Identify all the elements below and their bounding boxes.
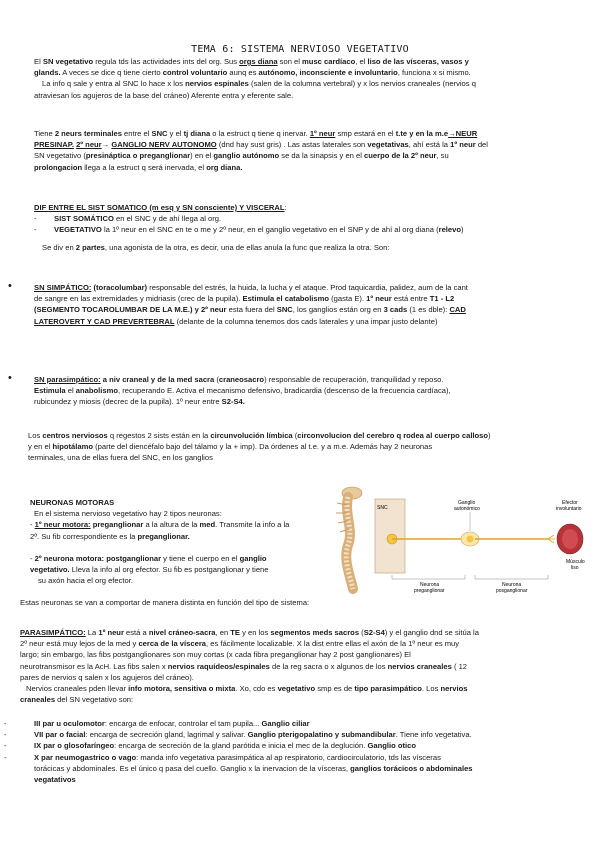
page-title: TEMA 6: SISTEMA NERVIOSO VEGETATIVO <box>191 44 409 55</box>
diff-heading: DIF ENTRE EL SIST SOMATICO (m esq y SN consciente) Y VISCERAL <box>34 203 285 212</box>
svg-text:involuntario: involuntario <box>556 506 582 512</box>
svg-text:Neurona: Neurona <box>420 582 440 588</box>
terminals-paragraph: Tiene 2 neurs terminales entre el SNC y el tj diana o la estruct q tiene q inervar. 1º neur smp estará en el t.te y en la m.e→NEUR PRESINAP. 2º neur→ GANGLIO NERV AUTONOMO (dnd hay sust gris) . Las astas laterales son vegetativas, ahí está la 1º neur del SN vegetativo (presináptica o preganglionar) en el ganglio autónomo se da la sinapsis y en el cuerpo de la 2º neur, su prolongacion llega a la estruct q será inervada, el org diana. <box>34 129 488 172</box>
list-item: - VII par o facial: encarga de secreción gland, lagrimal y salivar. Ganglio pterigopalatino y submandibular. Tiene info vegetativa. <box>4 730 472 740</box>
list-item: - IX par o glosofaríngeo: encarga de secreción de la gland parótida e inicia el mec de la deglución. Ganglio otico <box>4 741 416 751</box>
svg-text:preganglionar: preganglionar <box>414 588 445 594</box>
svg-text:posganglionar: posganglionar <box>496 588 528 594</box>
snc-label: SNC <box>377 505 388 511</box>
svg-text:autonómico: autonómico <box>454 506 480 512</box>
list-item: - X par neumogastrico o vago: manda info vegetativa parasimpática al ap respiratorio, cardiocirculatorio, tds las vísceras <box>4 752 441 762</box>
sympathetic-section: • SN SIMPÁTICO: (toracolumbar) responsable del estrés, la huida, la lucha y el ataque. Prod taquicardia, palidez, aum de la cant de sangre en las extremidades y midriasis (crec de la pupila). Estimula el catabolismo (gasta E). 1º neur está entre T1 - L2 (SEGMENTO TOCAROLUMBAR DE LA M.E.) y 2º neur esta fuera del SNC, los ganglios están org en 3 cads (1 es dble): CAD LATEROVERT Y CAD PREVERTEBRAL (delante de la columna tenemos dos cads laterales y una impar justo delante) <box>8 280 468 326</box>
list-item: - III par u oculomotor: encarga de enfocar, controlar el tam pupila... Ganglio ciliar <box>4 719 310 728</box>
spinal-column-illustration <box>336 487 362 589</box>
neuron-figure <box>330 485 595 597</box>
svg-text:Efector: Efector <box>562 500 578 506</box>
svg-text:Músculo: Músculo <box>566 559 585 565</box>
svg-text:liso: liso <box>571 565 579 571</box>
centers-paragraph: Los centros nerviosos q regestos 2 sists están en la circunvolución límbica (circonvolucion del cerebro q rodea al cuerpo calloso) y en el hipotálamo (parte del diencéfalo bajo del tálamo y la + imp). Da órdenes al t.e. y a m.e. Además hay 2 neuronas terminales, una de ellas fuera del SNC, en los ganglios <box>28 431 491 463</box>
svg-text:Ganglio: Ganglio <box>458 500 476 506</box>
motor-heading: NEURONAS MOTORAS <box>30 498 115 507</box>
motor-closing-text: Estas neuronas se van a comportar de manera distinta en función del tipo de sistema: <box>20 598 310 607</box>
intro-paragraph: El SN vegetativo regula tds las actividades ints del org. Sus orgs diana son el musc cardíaco, el liso de las vísceras, vasos y glands. A veces se dice q tiene cierto control voluntario aunq es autónomo, inconsciente e involuntario, funciona x si mismo. La info q sale y entra al SNC lo hace x los nervios espinales (salen de la columna vertebral) y x los nervios craneales (nervios q atraviesan los agujeros de la base del cráneo) Aferente entra y eferente sale. <box>34 57 476 100</box>
parasympathetic-section: • SN parasimpático: a niv craneal y de la med sacra (craneosacro) responsable de recuperación, tranquilidad y reposo. Estimula el anabolismo, recuperando E. Activa el mecanismo defensivo, bradicardia (descenso de la frecuencia cardíaca), rubicundez y miosis (decrec de la pupila). 1º neur entre S2-S4. <box>8 372 451 407</box>
motor-neurons-section: NEURONAS MOTORAS En el sistema nervioso vegetativo hay 2 tipos neuronas: - 1º neur motora: preganglionar a la altura de la med. Transmite la info a la 2º. Su fib correspondiente es la preganglionar. - 2º neurona motora: postganglionar y tiene el cuerpo en el ganglio vegetativo. Lleva la info al org efector. Su fib es postganglionar y tiene su axón hacia el org efector. <box>30 498 290 586</box>
list-item: - SIST SOMÁTICO en el SNC y de ahí llega al org. <box>34 214 222 224</box>
cranial-nerves-list: - III par u oculomotor: encarga de enfocar, controlar el tam pupila... Ganglio ciliar - VII par o facial: encarga de secreción gland, lagrimal y salivar. Ganglio pterigopalatino y submandibular. Tiene info vegetativa. - IX par o glosofaríngeo: encarga de secreción de la gland parótida e inicia el mec de la deglución. Ganglio otico - X par neumogastrico o vago: manda info vegetativa parasimpática al ap respiratorio, cardiocirculatorio, tds las vísceras torácicas y abdominales. Es el único q pasa del cuello. Ganglio x la inervacion de la vísceras, ganglios torácicos o abdominales vegatativos <box>34 718 589 785</box>
list-item: - VEGETATIVO la 1º neur en el SNC en te o me y 2º neur, en el ganglio vegetativo en el SNP y de ahí al org diana (relevo) <box>34 225 464 235</box>
diff-section: DIF ENTRE EL SIST SOMATICO (m esq y SN consciente) Y VISCERAL: - SIST SOMÁTICO en el SNC y de ahí llega al org. - VEGETATIVO la 1º neur en el SNC en te o me y 2º neur, en el ganglio vegetativo en el SNP y de ahí al org diana (relevo) Se div en 2 partes, una agonista de la otra, es decir, una de ellas anula la func que realiza la otra. Son: <box>34 202 584 253</box>
parasympathetic-detail: PARASIMPÁTICO: La 1º neur está a nivel cráneo-sacra, en TE y en los segmentos meds sacros (S2-S4) y el ganglio dnd se sitúa la 2º neur está muy lejos de la med y cerca de la víscera, es fácilmente localizable. X la dist entre ellas el axón de la 1º neur es muy largo; sin embargo, las fibs postganglionares son muy cortas (x cada fibra preganglionar hay 2 post ganglionares) El neurotransmisor es la AcH. Las fibs salen x nervios raquídeos/espinales de la reg sacra o x algunos de los nervios craneales ( 12 pares de nervios q salen x los agujeros del cráneo). Nervios craneales pden llevar info motora, sensitiva o mixta. Xo, cdo es vegetativo smp es de tipo parasimpático. Los nervios craneales del SN vegetativo son: <box>20 628 479 705</box>
svg-text:Neurona: Neurona <box>502 582 522 588</box>
